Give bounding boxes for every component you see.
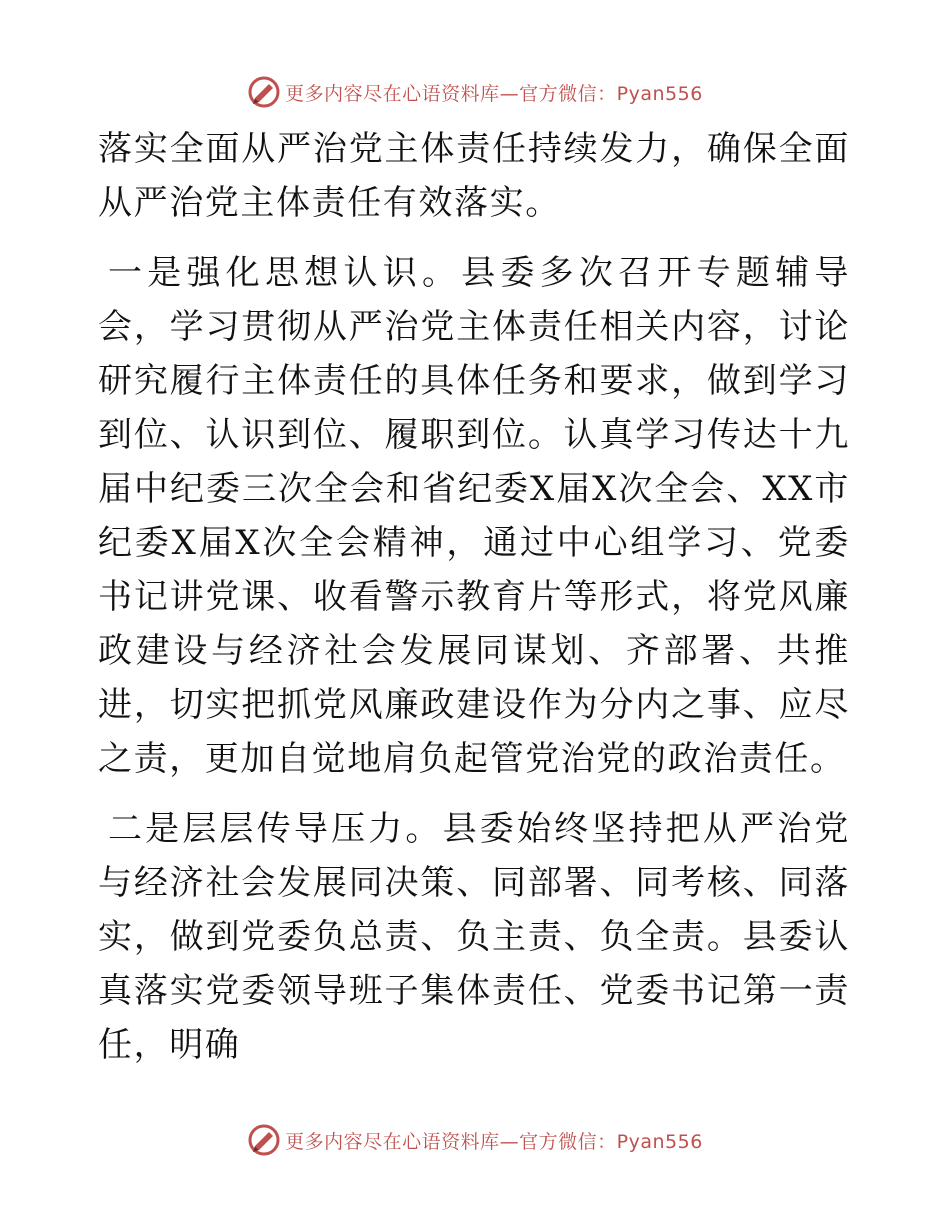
watermark-text: 更多内容尽在心语资料库—官方微信：Pyan556 <box>285 82 703 105</box>
pen-logo-icon <box>247 1123 281 1157</box>
watermark-text: 更多内容尽在心语资料库—官方微信：Pyan556 <box>285 1130 703 1153</box>
paragraph-1: 落实全面从严治党主体责任持续发力，确保全面从严治党主体责任有效落实。 <box>98 129 850 223</box>
paragraph-2: 一是强化思想认识。县委多次召开专题辅导会，学习贯彻从严治党主体责任相关内容，讨论研究履行主体责任的具体任务和要求，做到学习到位、认识到位、履职到位。认真学习传达十九届中纪委三次全会和省纪委X届X次全会、XX市纪委X届X次全会精神，通过中心组学习、党委书记讲党课、收看警示教育片等形式，将党风廉政建设与经济社会发展同谋划、齐部署、共推进，切实把抓党风廉政建设作为分内之事、应尽之责，更加自觉地肩负起管党治党的政治责任。 <box>98 253 850 779</box>
header-watermark <box>0 72 950 112</box>
paragraph-3: 二是层层传导压力。县委始终坚持把从严治党与经济社会发展同决策、同部署、同考核、同落实，做到党委负总责、负主责、负全责。县委认真落实党委领导班子集体责任、党委书记第一责任，明确 <box>98 809 850 1065</box>
pen-logo-icon <box>247 75 281 109</box>
document-body <box>98 122 850 1072</box>
footer-watermark <box>0 1120 950 1160</box>
